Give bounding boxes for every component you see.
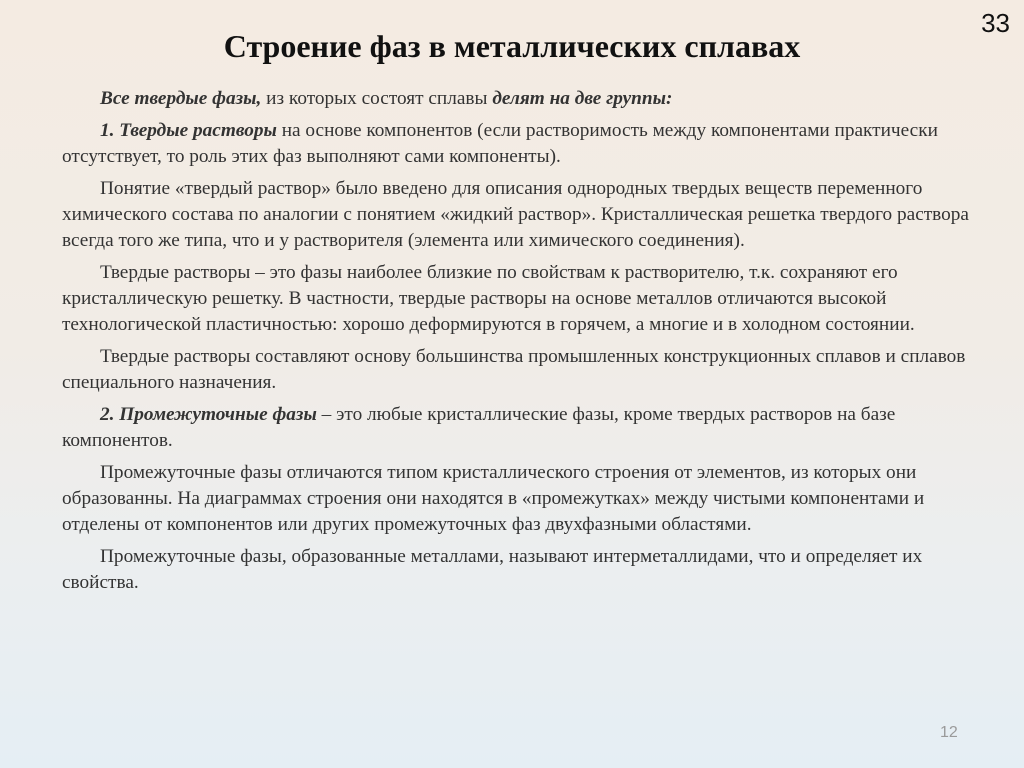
text-span: 1. Твердые растворы bbox=[100, 120, 277, 141]
paragraph-concept bbox=[62, 176, 1002, 254]
text-span: делят на две группы: bbox=[492, 88, 673, 109]
slide-number: 33 bbox=[981, 8, 1010, 38]
paragraph-intermediate-phases bbox=[62, 402, 1002, 454]
text-span: на основе компонентов (если растворимость между компонентами практически отсутствует, то роль этих фаз выполняют сами компоненты). bbox=[62, 120, 938, 167]
paragraph-alloys bbox=[62, 344, 1002, 396]
text-span: Твердые растворы – это фазы наиболее близкие по свойствам к растворителю, т.к. сохраняют его кристаллическую решетку. В частности, твердые растворы на основе металлов отличаются высокой технологической пластичностью: хорошо деформируются в горячем, а многие и в холодном состоянии. bbox=[62, 262, 915, 335]
footer-page-number: 12 bbox=[940, 724, 958, 741]
paragraph-intermetallics bbox=[62, 544, 1002, 596]
text-span: Понятие «твердый раствор» было введено для описания однородных твердых веществ переменного химического состава по аналогии с понятием «жидкий раствор». Кристаллическая решетка твердого раствора всегда того же типа, что и у растворителя (элемента или химического соединения). bbox=[62, 178, 969, 251]
slide-title: Строение фаз в металлических сплавах bbox=[223, 28, 801, 64]
text-span: Промежуточные фазы, образованные металлами, называют интерметаллидами, что и определяет их свойства. bbox=[62, 546, 923, 593]
paragraph-properties bbox=[62, 260, 1002, 338]
text-span: Все твердые фазы, bbox=[100, 88, 262, 109]
slide-body bbox=[62, 86, 1002, 602]
text-span: 2. Промежуточные фазы bbox=[100, 404, 317, 425]
paragraph-solid-solutions bbox=[62, 118, 1002, 170]
paragraph-intermediate-structure bbox=[62, 460, 1002, 538]
text-span: из которых состоят сплавы bbox=[261, 88, 493, 109]
text-span: – это любые кристаллические фазы, кроме твердых растворов на базе компонентов. bbox=[62, 404, 896, 451]
text-span: Промежуточные фазы отличаются типом кристаллического строения от элементов, из которых они образованны. На диаграммах строения они находятся в «промежутках» между чистыми компонентами и отделены от компонентов или других промежуточных фаз двухфазными областями. bbox=[62, 462, 925, 535]
paragraph-intro bbox=[62, 86, 1002, 112]
text-span: Твердые растворы составляют основу большинства промышленных конструкционных сплавов и сплавов специального назначения. bbox=[62, 346, 966, 393]
